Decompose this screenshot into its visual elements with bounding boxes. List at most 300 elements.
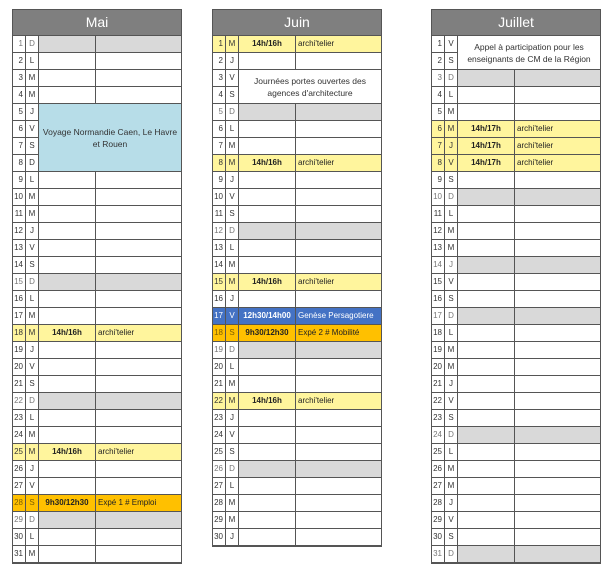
- day-row: [432, 240, 600, 257]
- event-time: 14h/17h: [458, 155, 515, 171]
- event-time: [39, 529, 96, 545]
- day-number: 12: [432, 223, 445, 239]
- weekday-letter: L: [445, 87, 458, 103]
- weekday-letter: L: [226, 121, 239, 137]
- day-row: [432, 529, 600, 546]
- weekday-letter: J: [226, 291, 239, 307]
- day-number: 30: [432, 529, 445, 545]
- event-time: [458, 546, 515, 562]
- event-label: [96, 342, 181, 358]
- day-number: 4: [13, 87, 26, 103]
- weekday-letter: M: [26, 308, 39, 324]
- event-time: [39, 70, 96, 86]
- event-label: [296, 512, 381, 528]
- event-time: [458, 70, 515, 86]
- day-number: 1: [13, 36, 26, 52]
- day-number: 10: [432, 189, 445, 205]
- weekday-letter: D: [226, 104, 239, 120]
- day-number: 6: [13, 121, 26, 137]
- event-time: [458, 274, 515, 290]
- day-number: 22: [213, 393, 226, 409]
- day-number: 17: [213, 308, 226, 324]
- day-number: 14: [13, 257, 26, 273]
- day-number: 5: [213, 104, 226, 120]
- day-number: 18: [13, 325, 26, 341]
- event-label: [515, 461, 600, 477]
- day-number: 4: [432, 87, 445, 103]
- weekday-letter: V: [445, 393, 458, 409]
- event-time: [239, 376, 296, 392]
- event-time: [239, 495, 296, 511]
- day-row: [13, 427, 181, 444]
- day-number: 8: [213, 155, 226, 171]
- weekday-letter: M: [26, 206, 39, 222]
- event-label: [515, 546, 600, 562]
- day-row: [213, 274, 381, 291]
- event-time: 14h/16h: [239, 155, 296, 171]
- day-row: [213, 138, 381, 155]
- event-label: [515, 393, 600, 409]
- event-label: [515, 257, 600, 273]
- event-label: [296, 138, 381, 154]
- event-label: [515, 104, 600, 120]
- day-number: 8: [432, 155, 445, 171]
- day-number: 12: [13, 223, 26, 239]
- weekday-letter: J: [445, 376, 458, 392]
- day-row: [432, 189, 600, 206]
- day-row: [213, 342, 381, 359]
- day-number: 29: [13, 512, 26, 528]
- event-time: [39, 376, 96, 392]
- day-number: 19: [13, 342, 26, 358]
- event-label: Expé 1 # Emploi: [96, 495, 181, 511]
- event-label: Expé 2 # Mobilité: [296, 325, 381, 341]
- event-time: [39, 393, 96, 409]
- day-number: 21: [13, 376, 26, 392]
- event-label: [515, 274, 600, 290]
- event-label: [96, 257, 181, 273]
- day-number: 7: [213, 138, 226, 154]
- weekday-letter: M: [445, 104, 458, 120]
- event-label: [515, 189, 600, 205]
- day-row: [213, 410, 381, 427]
- weekday-letter: L: [26, 410, 39, 426]
- event-label: [96, 461, 181, 477]
- weekday-letter: J: [26, 461, 39, 477]
- day-row: [432, 444, 600, 461]
- weekday-letter: M: [26, 427, 39, 443]
- event-time: [458, 223, 515, 239]
- event-time: 9h30/12h30: [39, 495, 96, 511]
- event-time: [39, 291, 96, 307]
- event-time: [458, 257, 515, 273]
- event-label: archi'telier: [296, 274, 381, 290]
- weekday-letter: S: [226, 325, 239, 341]
- spanning-event: Voyage Normandie Caen, Le Havre et Rouen: [39, 104, 181, 171]
- day-number: 31: [13, 546, 26, 562]
- weekday-letter: S: [226, 444, 239, 460]
- event-time: [458, 104, 515, 120]
- weekday-letter: S: [445, 291, 458, 307]
- day-row: [13, 223, 181, 240]
- event-time: [458, 376, 515, 392]
- day-number: 23: [213, 410, 226, 426]
- event-label: [515, 172, 600, 188]
- event-label: [96, 36, 181, 52]
- weekday-letter: M: [226, 512, 239, 528]
- day-number: 2: [213, 53, 226, 69]
- weekday-letter: V: [26, 240, 39, 256]
- weekday-letter: M: [26, 189, 39, 205]
- event-time: [39, 257, 96, 273]
- day-row: [432, 274, 600, 291]
- event-time: [458, 529, 515, 545]
- day-number: 20: [213, 359, 226, 375]
- event-time: [39, 87, 96, 103]
- weekday-letter: J: [445, 138, 458, 154]
- event-label: [296, 427, 381, 443]
- event-label: [296, 53, 381, 69]
- weekday-letter: S: [226, 206, 239, 222]
- event-label: [96, 172, 181, 188]
- weekday-letter: M: [26, 546, 39, 562]
- event-time: 14h/16h: [39, 444, 96, 460]
- day-row: [13, 495, 181, 512]
- event-label: [296, 478, 381, 494]
- day-number: 27: [432, 478, 445, 494]
- day-number: 12: [213, 223, 226, 239]
- day-number: 5: [13, 104, 26, 120]
- day-number: 18: [432, 325, 445, 341]
- weekday-letter: S: [445, 529, 458, 545]
- day-number: 13: [213, 240, 226, 256]
- day-row: [213, 257, 381, 274]
- event-label: archi'telier: [515, 138, 600, 154]
- day-number: 16: [432, 291, 445, 307]
- weekday-letter: D: [26, 155, 39, 171]
- day-row: [432, 512, 600, 529]
- day-row: [213, 155, 381, 172]
- event-time: [39, 427, 96, 443]
- day-number: 14: [432, 257, 445, 273]
- event-label: [515, 70, 600, 86]
- event-label: [96, 529, 181, 545]
- weekday-letter: L: [26, 172, 39, 188]
- day-row: [432, 325, 600, 342]
- event-label: archi'telier: [515, 155, 600, 171]
- event-time: [239, 478, 296, 494]
- day-number: 31: [432, 546, 445, 562]
- day-row: [432, 342, 600, 359]
- event-label: Genèse Persagotiere: [296, 308, 381, 324]
- weekday-letter: D: [26, 36, 39, 52]
- day-row: [213, 376, 381, 393]
- day-number: 1: [432, 36, 445, 52]
- event-time: [458, 359, 515, 375]
- day-row: [13, 461, 181, 478]
- event-time: 9h30/12h30: [239, 325, 296, 341]
- event-time: [458, 342, 515, 358]
- day-number: 21: [213, 376, 226, 392]
- month-title: Mai: [13, 10, 181, 36]
- event-time: [239, 257, 296, 273]
- event-time: 12h30/14h00: [239, 308, 296, 324]
- day-number: 9: [432, 172, 445, 188]
- day-number: 1: [213, 36, 226, 52]
- day-row: [13, 308, 181, 325]
- event-label: archi'telier: [515, 121, 600, 137]
- month-title: Juillet: [432, 10, 600, 36]
- weekday-letter: V: [226, 308, 239, 324]
- day-number: 24: [213, 427, 226, 443]
- day-number: 16: [213, 291, 226, 307]
- event-time: [239, 121, 296, 137]
- day-row: [213, 206, 381, 223]
- day-number: 9: [213, 172, 226, 188]
- day-row: [13, 172, 181, 189]
- day-row: [213, 427, 381, 444]
- event-time: [239, 189, 296, 205]
- event-time: [458, 206, 515, 222]
- event-label: archi'telier: [296, 36, 381, 52]
- event-label: [96, 274, 181, 290]
- weekday-letter: D: [445, 427, 458, 443]
- weekday-letter: V: [226, 70, 239, 86]
- event-time: [239, 461, 296, 477]
- day-grid: [213, 36, 381, 546]
- day-number: 3: [432, 70, 445, 86]
- day-number: 21: [432, 376, 445, 392]
- event-label: [515, 478, 600, 494]
- day-row: [13, 240, 181, 257]
- day-number: 22: [13, 393, 26, 409]
- event-label: [96, 240, 181, 256]
- weekday-letter: S: [445, 172, 458, 188]
- event-label: [515, 512, 600, 528]
- day-grid: [13, 36, 181, 563]
- weekday-letter: S: [26, 257, 39, 273]
- day-row: [213, 53, 381, 70]
- day-number: 16: [13, 291, 26, 307]
- event-time: 14h/16h: [39, 325, 96, 341]
- weekday-letter: L: [26, 291, 39, 307]
- event-time: [458, 393, 515, 409]
- day-row: [213, 512, 381, 529]
- day-number: 2: [432, 53, 445, 69]
- event-label: [296, 359, 381, 375]
- weekday-letter: V: [26, 478, 39, 494]
- day-row: [213, 121, 381, 138]
- event-time: 14h/17h: [458, 138, 515, 154]
- day-number: 6: [432, 121, 445, 137]
- day-row: [213, 172, 381, 189]
- day-number: 3: [213, 70, 226, 86]
- weekday-letter: L: [445, 444, 458, 460]
- event-label: [515, 495, 600, 511]
- day-row: [213, 104, 381, 121]
- event-time: [39, 223, 96, 239]
- weekday-letter: L: [26, 529, 39, 545]
- weekday-letter: V: [226, 427, 239, 443]
- event-time: [39, 36, 96, 52]
- event-label: [296, 495, 381, 511]
- weekday-letter: M: [226, 36, 239, 52]
- weekday-letter: M: [226, 376, 239, 392]
- weekday-letter: M: [26, 70, 39, 86]
- event-label: [515, 308, 600, 324]
- event-label: [296, 240, 381, 256]
- day-row: [432, 461, 600, 478]
- day-row: [13, 444, 181, 461]
- event-label: [515, 427, 600, 443]
- day-row: [13, 376, 181, 393]
- day-number: 15: [432, 274, 445, 290]
- day-row: [432, 427, 600, 444]
- day-number: 6: [213, 121, 226, 137]
- weekday-letter: M: [226, 155, 239, 171]
- month-mai: [12, 9, 182, 564]
- weekday-letter: D: [445, 546, 458, 562]
- event-time: [239, 240, 296, 256]
- weekday-letter: S: [445, 53, 458, 69]
- weekday-letter: J: [226, 410, 239, 426]
- day-row: [213, 529, 381, 546]
- day-number: 20: [432, 359, 445, 375]
- day-row: [213, 325, 381, 342]
- event-time: [239, 512, 296, 528]
- event-label: archi'telier: [96, 444, 181, 460]
- event-label: [96, 291, 181, 307]
- day-row: [13, 274, 181, 291]
- day-row: [432, 257, 600, 274]
- day-row: [432, 206, 600, 223]
- event-time: [458, 512, 515, 528]
- day-row: [432, 376, 600, 393]
- event-time: [458, 189, 515, 205]
- weekday-letter: V: [445, 155, 458, 171]
- weekday-letter: J: [226, 172, 239, 188]
- day-row: [213, 223, 381, 240]
- weekday-letter: D: [26, 393, 39, 409]
- event-time: [239, 444, 296, 460]
- day-number: 4: [213, 87, 226, 103]
- day-number: 24: [432, 427, 445, 443]
- weekday-letter: M: [445, 240, 458, 256]
- weekday-letter: L: [26, 53, 39, 69]
- day-row: [213, 359, 381, 376]
- day-row: [13, 87, 181, 104]
- event-time: [458, 172, 515, 188]
- event-time: [239, 342, 296, 358]
- event-label: [96, 53, 181, 69]
- day-row: [13, 359, 181, 376]
- weekday-letter: V: [445, 36, 458, 52]
- event-label: [515, 359, 600, 375]
- event-label: [96, 393, 181, 409]
- weekday-letter: S: [226, 87, 239, 103]
- month-title: Juin: [213, 10, 381, 36]
- weekday-letter: M: [445, 223, 458, 239]
- day-number: 11: [213, 206, 226, 222]
- weekday-letter: V: [445, 512, 458, 528]
- day-number: 20: [13, 359, 26, 375]
- event-label: [96, 410, 181, 426]
- spanning-event: Appel à participation pour les enseignants de CM de la Région: [458, 36, 600, 69]
- event-label: [296, 172, 381, 188]
- weekday-letter: J: [226, 53, 239, 69]
- day-number: 2: [13, 53, 26, 69]
- event-label: [96, 223, 181, 239]
- weekday-letter: J: [445, 495, 458, 511]
- weekday-letter: M: [226, 138, 239, 154]
- event-label: [296, 291, 381, 307]
- day-number: 17: [13, 308, 26, 324]
- event-time: [39, 308, 96, 324]
- event-time: [239, 138, 296, 154]
- weekday-letter: V: [26, 359, 39, 375]
- weekday-letter: D: [26, 512, 39, 528]
- event-time: [239, 410, 296, 426]
- day-number: 26: [13, 461, 26, 477]
- event-time: [458, 478, 515, 494]
- day-row: [213, 189, 381, 206]
- event-label: [296, 257, 381, 273]
- day-row: [213, 291, 381, 308]
- event-time: [239, 359, 296, 375]
- event-label: archi'telier: [96, 325, 181, 341]
- day-number: 18: [213, 325, 226, 341]
- day-number: 15: [13, 274, 26, 290]
- event-time: [458, 291, 515, 307]
- event-time: [39, 240, 96, 256]
- day-row: [432, 223, 600, 240]
- weekday-letter: J: [226, 529, 239, 545]
- event-label: [296, 529, 381, 545]
- event-time: [458, 427, 515, 443]
- month-juillet: [431, 9, 601, 564]
- day-row: [13, 189, 181, 206]
- event-label: [296, 461, 381, 477]
- day-row: [213, 478, 381, 495]
- day-row: [213, 461, 381, 478]
- event-time: [239, 172, 296, 188]
- event-label: [296, 342, 381, 358]
- event-time: [39, 359, 96, 375]
- day-number: 29: [432, 512, 445, 528]
- day-number: 19: [213, 342, 226, 358]
- event-label: [96, 427, 181, 443]
- spanning-event: Journées portes ouvertes des agences d'architecture: [239, 70, 381, 103]
- weekday-letter: M: [226, 274, 239, 290]
- weekday-letter: V: [226, 189, 239, 205]
- event-time: [39, 512, 96, 528]
- weekday-letter: M: [445, 121, 458, 137]
- day-row: [13, 53, 181, 70]
- event-time: 14h/16h: [239, 36, 296, 52]
- weekday-letter: L: [445, 206, 458, 222]
- day-number: 30: [213, 529, 226, 545]
- day-number: 9: [13, 172, 26, 188]
- event-label: [296, 206, 381, 222]
- day-number: 28: [13, 495, 26, 511]
- weekday-letter: M: [445, 342, 458, 358]
- day-row: [213, 495, 381, 512]
- event-label: [96, 87, 181, 103]
- event-label: archi'telier: [296, 155, 381, 171]
- event-time: [458, 495, 515, 511]
- day-row: [213, 444, 381, 461]
- day-row: [13, 291, 181, 308]
